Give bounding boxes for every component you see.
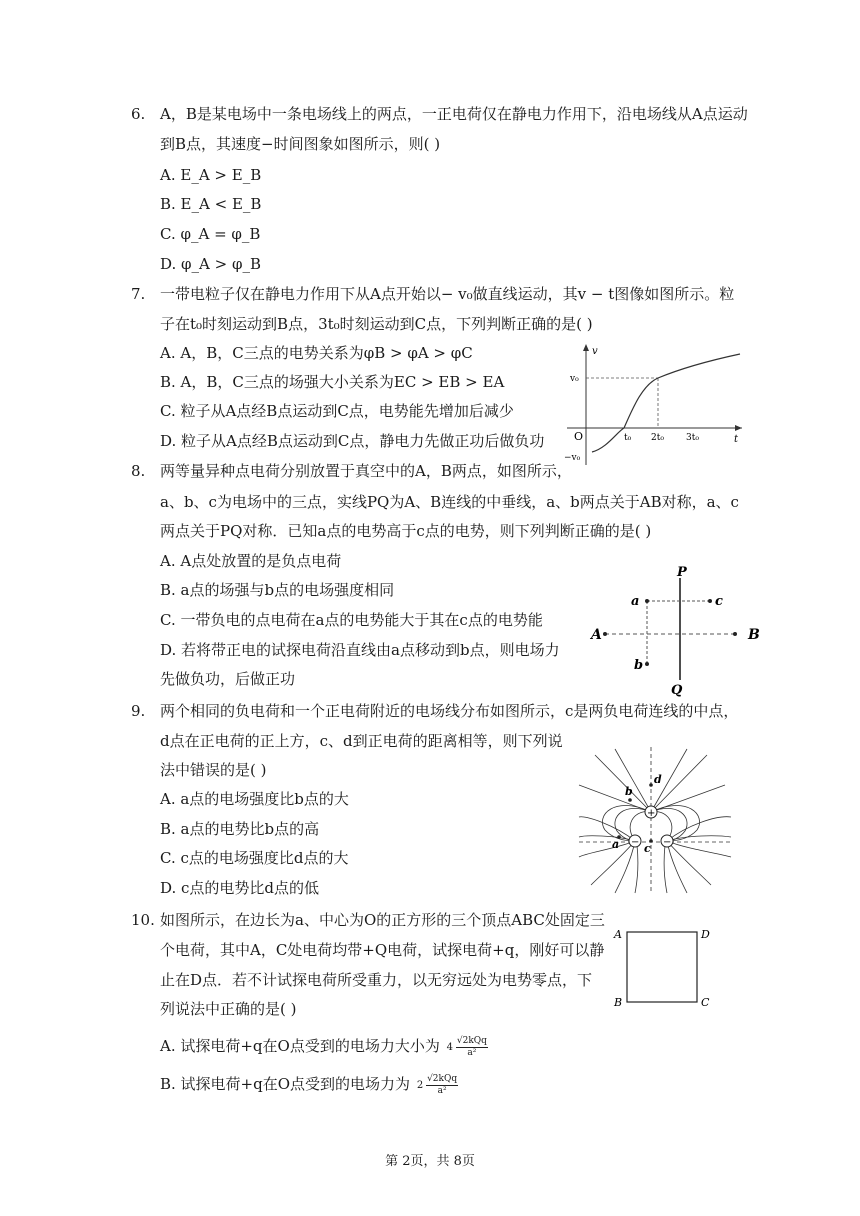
option-d-continued: 先做负功，后做正功: [160, 670, 296, 688]
label-b: b: [625, 785, 633, 798]
option-d: D. 若将带正电的试探电荷沿直线由a点移动到b点，则电场力: [160, 641, 560, 659]
label-b-point: b: [634, 658, 644, 673]
option-a: [160, 1032, 488, 1061]
formula-coef: 2: [416, 1079, 424, 1091]
formula-denominator: a²: [437, 1085, 447, 1096]
question-number: 10.: [131, 911, 155, 929]
v-axis-label: v: [592, 346, 598, 357]
option-b: [160, 1070, 458, 1099]
question-text-line: 法中错误的是( ): [160, 761, 267, 779]
label-a-point: a: [631, 594, 640, 609]
question-number: 6.: [131, 105, 146, 123]
label-a: a: [612, 838, 620, 851]
option-a: A. E_A > E_B: [160, 166, 262, 184]
field-lines-figure: [575, 745, 735, 895]
formula-numerator: √2kQq: [456, 1035, 487, 1046]
question-number: 9.: [131, 702, 146, 720]
option-d: D. φ_A > φ_B: [160, 255, 261, 273]
origin-label: O: [574, 430, 584, 443]
tick-label: 2t₀: [651, 433, 664, 443]
question-text-line: 止在D点．若不计试探电荷所受重力，以无穷远处为电势零点，下: [160, 971, 593, 989]
tick-label: t₀: [624, 433, 632, 443]
option-a: A. A点处放置的是负点电荷: [160, 552, 342, 570]
option-b-formula: [417, 1074, 458, 1097]
page-footer: 第 2页，共 8页: [385, 1154, 475, 1169]
positive-charge: +: [647, 808, 656, 819]
charges-ab-figure: [585, 562, 770, 702]
option-c: C. c点的电场强度比d点的大: [160, 849, 349, 867]
vertex-a: A: [614, 928, 622, 941]
option-b: B. E_A < E_B: [160, 195, 262, 213]
vt-graph-figure: [562, 340, 747, 470]
label-c-point: c: [715, 594, 723, 609]
negative-charge: −: [663, 837, 672, 848]
label-q: Q: [671, 683, 683, 698]
option-b: B. a点的电势比b点的高: [160, 820, 320, 838]
option-b-text: B. 试探电荷+q在O点受到的电场力为: [160, 1075, 411, 1093]
question-text-line: a、b、c为电场中的三点，实线PQ为A、B连线的中垂线，a、b两点关于AB对称，a、c: [160, 493, 739, 511]
option-d: D. c点的电势比d点的低: [160, 879, 320, 897]
square-figure: [610, 922, 720, 1012]
question-number: 8.: [131, 462, 146, 480]
label-d: d: [654, 773, 662, 786]
formula-numerator: √2kQq: [427, 1073, 458, 1084]
option-b: B. A，B，C三点的场强大小关系为EC > EB > EA: [160, 373, 505, 391]
t-axis-label: t: [734, 434, 739, 445]
question-text-line: 一带电粒子仅在静电力作用下从A点开始以− v₀做直线运动，其v − t图像如图所示。粒: [160, 285, 735, 303]
option-a: A. A，B，C三点的电势关系为φB > φA > φC: [160, 344, 473, 362]
label-p: P: [677, 565, 687, 580]
question-text-line: d点在正电荷的正上方，c、d到正电荷的距离相等，则下列说: [160, 732, 563, 750]
formula-denominator: a²: [467, 1047, 477, 1058]
question-text-line: 子在t₀时刻运动到B点，3t₀时刻运动到C点，下列判断正确的是( ): [160, 315, 593, 333]
negative-charge: −: [631, 837, 640, 848]
question-text-line: 到B点，其速度−时间图象如图所示，则( ): [160, 135, 441, 153]
question-text-line: A，B是某电场中一条电场线上的两点，一正电荷仅在静电力作用下，沿电场线从A点运动: [160, 105, 748, 123]
question-text-line: 如图所示，在边长为a、中心为O的正方形的三个顶点ABC处固定三: [160, 911, 605, 929]
question-text-line: 列说法中正确的是( ): [160, 1000, 297, 1018]
option-b: B. a点的场强与b点的电场强度相同: [160, 581, 395, 599]
option-d: D. 粒子从A点经B点运动到C点，静电力先做正功后做负功: [160, 432, 545, 450]
question-text-line: 两点关于PQ对称．已知a点的电势高于c点的电势，则下列判断正确的是( ): [160, 522, 652, 540]
option-a-text: A. 试探电荷+q在O点受到的电场力大小为: [160, 1037, 440, 1055]
option-c: C. 一带负电的点电荷在a点的电势能大于其在c点的电势能: [160, 611, 543, 629]
option-c: C. φ_A = φ_B: [160, 225, 261, 243]
option-a-formula: [447, 1036, 488, 1059]
vertex-c: C: [701, 996, 710, 1009]
neg-v0-label: −v₀: [564, 453, 581, 463]
label-c: c: [644, 842, 651, 855]
option-a: A. a点的电场强度比b点的大: [160, 790, 349, 808]
question-text-line: 个电荷，其中A，C处电荷均带+Q电荷，试探电荷+q，刚好可以静: [160, 941, 605, 959]
question-text-line: 两个相同的负电荷和一个正电荷附近的电场线分布如图所示，c是两负电荷连线的中点，: [160, 702, 739, 720]
question-text-line: 两等量异种点电荷分别放置于真空中的A，B两点，如图所示，: [160, 462, 572, 480]
vertex-b: B: [614, 996, 623, 1009]
vertex-d: D: [701, 928, 710, 941]
label-b-charge: B: [748, 627, 760, 643]
v0-label: v₀: [570, 374, 579, 384]
label-a-charge: A: [591, 627, 602, 643]
tick-label: 3t₀: [686, 433, 699, 443]
option-c: C. 粒子从A点经B点运动到C点，电势能先增加后减少: [160, 402, 514, 420]
question-number: 7.: [131, 285, 146, 303]
formula-coef: 4: [446, 1041, 453, 1053]
